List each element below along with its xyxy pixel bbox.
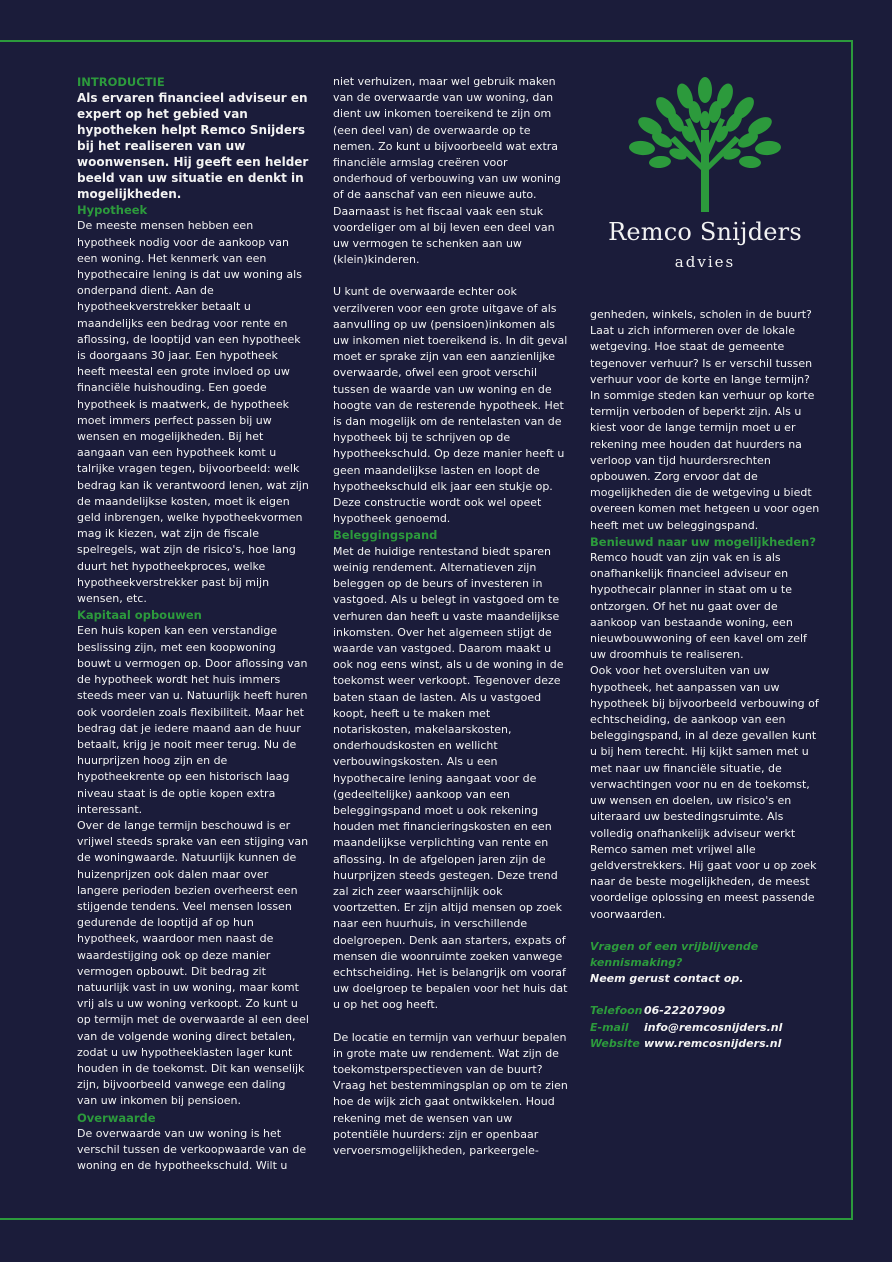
paragraph-kapitaal-2: Over de lange termijn beschouwd is er vrijwel steeds sprake van een stijging van de woningwaarde. Natuurlijk kunnen de huizenprijzen ook dalen maar over langere perioden bezien overheerst een stijgende tendens. Veel mensen lossen gedurende de looptijd af op hun hypotheek, waardoor men naast de waardestijging ook op deze manier vermogen opbouwt. Dit bedrag zit natuurlijk vast in uw woning, maar komt vrij als u uw woning verkoopt. Zo kunt u op termijn met de overwaarde al een deel van de volgende woning direct betalen, zodat u uw hypotheeklasten lager kunt houden in de toekomst. Dit kan wenselijk zijn, bijvoorbeeld vanwege een daling van uw inkomen bij pensioen. (77, 818, 309, 1108)
heading-hypotheek: Hypotheek (77, 203, 148, 218)
tree-logo-icon (600, 70, 810, 280)
phone-value[interactable]: 06-22207909 (644, 1004, 726, 1018)
paragraph-locatie: De locatie en termijn van verhuur bepalen in grote mate uw rendement. Wat zijn de toekomstperspectieven van de buurt? Vraag het bestemmingsplan op om te zien hoe de wijk zich gaat ontwikkelen. Houd rekening met de wensen van uw potentiële huurders: zijn er openbaar vervoersmogelijkheden, parkeergele- (333, 1030, 568, 1157)
paragraph-kapitaal: Een huis kopen kan een verstandige beslissing zijn, met een koopwoning bouwt u vermogen op. Door aflossing van de hypotheek wordt het huis immers steeds meer van u. Natuurlijk heeft huren ook voordelen zoals flexibiliteit. Maar het bedrag dat je iedere maand aan de huur betaalt, krijg je nooit meer terug. Nu de huurprijzen hoog zijn en de hypotheekrente op een historisch laag niveau staat is de optie kopen extra interessant. (77, 624, 308, 816)
paragraph-beleggingspand: Met de huidige rentestand biedt sparen weinig rendement. Alternatieven zijn beleggen op de beurs of investeren in vastgoed. Als u belegt in vastgoed om te verhuren dan heeft u vaste maandelijkse inkomsten. Over het algemeen stijgt de waarde van vastgoed. Daarom maakt u ook nog eens winst, als u de woning in de toekomst weer verkoopt. Tegenover deze baten staan de lasten. Als u vastgoed koopt, heeft u te maken met notariskosten, makelaarskosten, onderhoudskosten en wellicht verbouwingskosten. Als u een hypothecaire lening aangaat voor de (gedeeltelijke) aankoop van een beleggingspand moet u ook rekening houden met financieringskosten en een maandelijkse verplichting van rente en aflossing. In de afgelopen jaren zijn de huurprijzen steeds gestegen. Deze trend zal zich zeer waarschijnlijk ook voortzetten. Er zijn altijd mensen op zoek naar een huurhuis, in verschillende doelgroepen. Denk aan starters, expats of mensen die woonruimte zoeken vanwege echtscheiding. Het is belangrijk om vooraf uw doelgroep te bepalen voor het huis dat u op het oog heeft. (333, 544, 568, 1012)
contact-label: Website (590, 1036, 640, 1050)
heading-kapitaal: Kapitaal opbouwen (77, 608, 202, 623)
contact-label: Telefoon (590, 1004, 643, 1018)
intro-text: Als ervaren financieel adviseur en expert op het gebied van hypotheken helpt Remco Snijders bij het realiseren van uw woonwensen. Hij geeft een helder beeld van uw situatie en denkt in mogelijkheden. (77, 91, 309, 202)
contact-row-website (590, 1036, 820, 1052)
column-1 (77, 74, 309, 1174)
cta-contact: Neem gerust contact op. (590, 972, 744, 986)
contact-row-email (590, 1020, 820, 1036)
heading-beleggingspand: Beleggingspand (333, 528, 438, 543)
heading-introductie: INTRODUCTIE (77, 75, 165, 89)
contact-block (590, 1003, 820, 1052)
column-2 (333, 74, 569, 1159)
paragraph-locatie-cont: genheden, winkels, scholen in de buurt? Laat u zich informeren over de lokale wetgeving. Hoe staat de gemeente tegenover verhuur? Is er verschil tussen verhuur voor de korte en lange termijn? In sommige steden kan verhuur op korte termijn verboden of beperkt zijn. Als u kiest voor de lange termijn moet u er rekening mee houden dat huurders na verloop van tijd huurdersrechten opbouwen. Zorg ervoor dat de mogelijkheden die de wetgeving u biedt overeen komen met hetgeen u voor ogen heeft met uw beleggingspand. (590, 308, 820, 532)
website-link[interactable]: www.remcosnijders.nl (644, 1036, 782, 1050)
paragraph-overwaarde: De overwaarde van uw woning is het verschil tussen de verkoopwaarde van de woning en de hypotheekschuld. Wilt u (77, 1126, 307, 1173)
paragraph-verzilveren: U kunt de overwaarde echter ook verzilveren voor een grote uitgave of als aanvulling op uw (pensioen)inkomen als uw inkomen niet toereikend is. In dit geval moet er sprake zijn van een aanzienlijke overwaarde, ofwel een groot verschil tussen de waarde van uw woning en de hoogte van de resterende hypotheek. Het is dan mogelijk om de rentelasten van de hypotheek bij te schrijven op de hypotheekschuld. Op deze manier heeft u geen maandelijkse lasten en loopt de hypotheekschuld elk jaar een stukje op. Deze constructie wordt ook wel opeet hypotheek genoemd. (333, 285, 568, 526)
paragraph-benieuwd: Remco houdt van zijn vak en is als onafhankelijk financieel adviseur en hypothecair planner in staat om u te ontzorgen. Of het nu gaat over de aankoop van bestaande woning, een nieuwbouwwoning of een kavel om zelf uw droomhuis te realiseren. (590, 551, 807, 662)
cta-question: Vragen of een vrijblijvende kennismaking? (590, 939, 759, 969)
email-link[interactable]: info@remcosnijders.nl (644, 1020, 783, 1034)
paragraph-overwaarde-cont: niet verhuizen, maar wel gebruik maken van de overwaarde van uw woning, dan dient uw inkomen toereikend te zijn om (een deel van) de overwaarde op te nemen. Zo kunt u bijvoorbeeld wat extra financiële armslag creëren voor onderhoud of verbouwing van uw woning of de aanschaf van een nieuwe auto. Daarnaast is het fiscaal vaak een stuk voordeliger om al bij leven een deel van uw vermogen te schenken aan uw (klein)kinderen. (333, 75, 561, 267)
paragraph-hypotheek: De meeste mensen hebben een hypotheek nodig voor de aankoop van een woning. Het kenmerk van een hypothecaire lening is dat uw woning als onderpand dient. Aan de hypotheekverstrekker betaalt u maandelijks een bedrag voor rente en aflossing, de looptijd van een hypotheek is doorgaans 30 jaar. Een hypotheek heeft meestal een grote invloed op uw financiële huishouding. Een goede hypotheek is maatwerk, de hypotheek moet immers perfect passen bij uw wensen en mogelijkheden. Bij het aangaan van een hypotheek komt u talrijke vragen tegen, bijvoorbeeld: welk bedrag kan ik verantwoord lenen, wat zijn de maandelijkse kosten, moet ik eigen geld inbrengen, welke hypotheekvormen mag ik kiezen, wat zijn de fiscale spelregels, wat zijn de risico's, hoe lang duurt het hypotheekproces, welke hypotheekverstrekker past bij mijn wensen, etc. (77, 219, 309, 606)
contact-label: E-mail (590, 1020, 629, 1034)
paragraph-benieuwd-2: Ook voor het oversluiten van uw hypotheek, het aanpassen van uw hypotheek bij bijvoorbeeld verbouwing of echtscheiding, de aankoop van een beleggingspand, in al deze gevallen kunt u bij hem terecht. Hij kijkt samen met u met naar uw financiële situatie, de verwachtingen voor nu en de toekomst, uw wensen en doelen, uw risico's en uiteraard uw bestedingsruimte. Als volledig onafhankelijk adviseur werkt Remco samen met vrijwel alle geldverstrekkers. Hij gaat voor u op zoek naar de beste mogelijkheden, de meest voordelige oplossing en meest passende voorwaarden. (590, 664, 819, 921)
heading-benieuwd: Benieuwd naar uw mogelijkheden? (590, 534, 817, 549)
column-3 (590, 307, 820, 1052)
brand-subtitle: advies (674, 253, 736, 271)
brand-name: Remco Snijders (608, 218, 802, 246)
contact-row-phone (590, 1003, 820, 1019)
heading-overwaarde: Overwaarde (77, 1110, 156, 1125)
